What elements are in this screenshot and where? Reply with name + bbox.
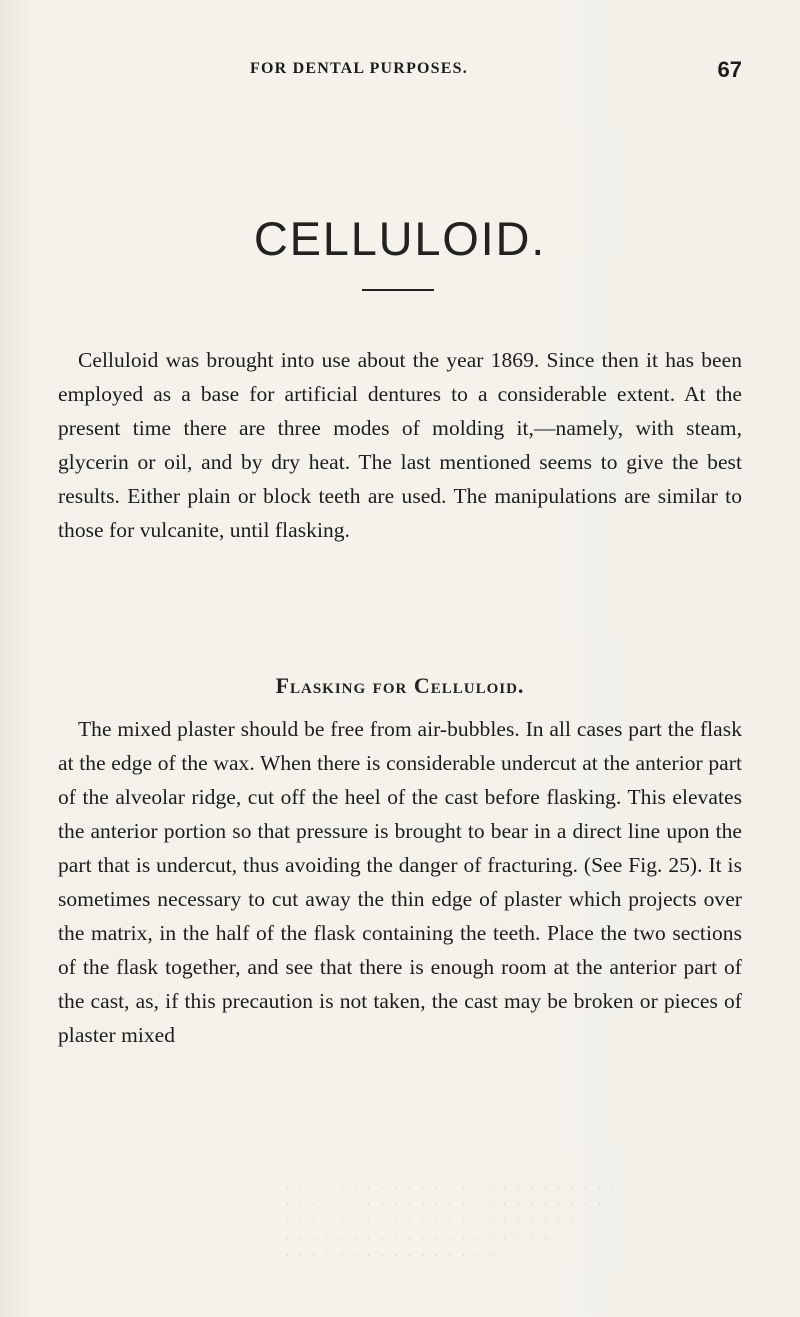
section-paragraph-block — [58, 712, 742, 1052]
title-rule — [362, 289, 434, 291]
page-number: 67 — [717, 57, 742, 82]
intro-paragraph: Celluloid was brought into use about the year 1869. Since then it has been employed as a base for artificial dentures to a considerable extent. At the present time there are three modes of molding it,—namely, with steam, glycerin or oil, and by dry heat. The last mentioned seems to give the best results. Either plain or block teeth are used. The manipulations are similar to those for vulcanite, until flasking. — [58, 348, 742, 542]
chapter-title: CELLULOID. — [253, 212, 547, 266]
section-paragraph: The mixed plaster should be free from air-bubbles. In all cases part the flask at the edge of the wax. When there is considerable undercut at the anterior part of the alveolar ridge, cut off the heel of the cast before flasking. This elevates the anterior portion so that pressure is brought to bear in a direct line upon the part that is undercut, thus avoiding the danger of fracturing. (See Fig. 25). It is sometimes necessary to cut away the thin edge of plaster which projects over the matrix, in the half of the flask containing the teeth. Place the two sections of the flask together, and see that there is enough room at the anterior part of the cast, as, if this precaution is not taken, the cast may be broken or pieces of plaster mixed — [58, 717, 742, 1047]
running-header — [250, 57, 742, 84]
intro-paragraph-block — [58, 343, 742, 547]
running-title: FOR DENTAL PURPOSES. — [250, 60, 468, 77]
ink-bleed-marks: ˙ ˙ ˙ ˙ ˙ ˙ ˙ ˙ ˙ ˙ ˙ ˙ ˙ ˙ ˙ ˙ ˙ ˙ ˙ ˙ ˙ ˙ ˙ ˙ ˙ ˙ ˙ ˙ ˙ ˙ ˙ ˙ ˙ ˙ ˙ ˙ ˙ ˙ ˙ ˙ ˙ ˙ ˙ ˙ ˙ ˙ ˙ ˙ ˙ ˙ ˙ ˙ ˙ ˙ ˙ ˙ ˙ ˙ ˙ ˙ ˙ ˙ ˙ ˙ ˙ ˙ ˙ ˙ ˙ ˙ ˙ ˙ ˙ ˙ ˙ ˙ ˙ ˙ ˙ ˙ ˙ ˙ ˙ ˙ ˙ ˙ ˙ ˙ ˙ ˙ ˙ ˙ ˙ ˙ ˙ ˙ ˙ ˙ ˙ ˙ ˙ ˙ ˙ ˙ ˙ ˙ ˙ — [285, 1183, 619, 1266]
section-heading: Flasking for Celluloid. — [275, 673, 525, 699]
